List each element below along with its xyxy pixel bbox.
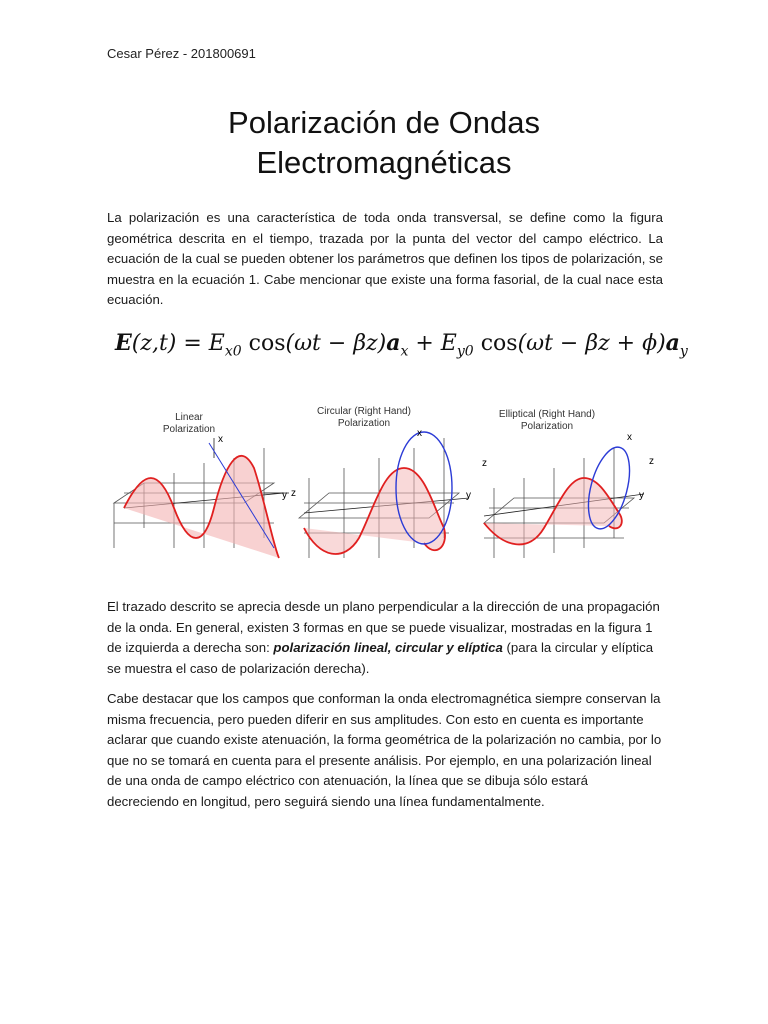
panel-1-axis-y: y bbox=[282, 490, 287, 501]
paragraph2-emphasis-1: polarización lineal, circular y bbox=[273, 640, 454, 655]
paragraph-atenuacion: Cabe destacar que los campos que conforman la onda electromagnética siempre conservan la misma frecuencia, pero pueden diferir en sus amplitudes. Con esto en cuenta es importante aclarar que cuando existe atenuación, la forma geométrica de la polarización no cambia, por lo que no se tomará en cuenta para el presente análisis. Por ejemplo, en una polarización lineal de una onda de campo eléctrico con atenuación, la línea que se dibuja sólo estará decreciendo en longitud, pero seguirá siendo una línea fundamentalmente. bbox=[107, 691, 662, 809]
panel-1-axis-x: x bbox=[218, 434, 223, 445]
paragraph2-text-after: (para la circular y elíptica se muestra el caso de polarización derecha). bbox=[107, 640, 654, 676]
panel-2-axis-z: z bbox=[482, 458, 487, 469]
document-title bbox=[0, 103, 768, 183]
panel-1-title-line1: Linear bbox=[175, 412, 203, 423]
title-line-1: Polarización de Ondas bbox=[228, 105, 540, 140]
panel-1-title-line2: Polarization bbox=[162, 424, 216, 435]
elliptical-wave bbox=[484, 478, 622, 544]
panel-2-axis-x: x bbox=[417, 428, 422, 439]
panel-2-title-line1: Circular (Right Hand) bbox=[317, 406, 411, 417]
panel-3-axis-x: x bbox=[627, 432, 632, 443]
equation-1: $E(z,t) = E_{x0}$ $\cos(\omega t - \beta z)a_x + E_{y0}$ $\cos(\omega t - \beta z + \phi)a_y$ bbox=[115, 330, 688, 360]
linear-wave bbox=[124, 456, 279, 558]
paragraph-intro: La polarización es una característica de toda onda transversal, se define como la figura geométrica descrita en el tiempo, trazada por la punta del vector del campo eléctrico. La ecuación de la cual se pueden obtener los parámetros que definen los tipos de polarización, se muestra en la ecuación 1. Cabe mencionar que existe una forma fasorial, de la cual nace esta ecuación. bbox=[107, 210, 663, 307]
title-line-2: Electromagnéticas bbox=[256, 145, 512, 180]
paragraph2-emphasis-2: elíptica bbox=[457, 640, 503, 655]
panel-2-title-line2: Polarization bbox=[337, 418, 391, 429]
panel-3-axis-z: z bbox=[649, 456, 654, 467]
polarization-figure bbox=[104, 398, 664, 583]
paragraph2-text-before: El trazado descrito se aprecia desde un plano perpendicular a la dirección de una propagación de la onda. En general, existen 3 formas en que se puede visualizar, mostradas en la figura 1 de izquierda a derecha son: bbox=[107, 599, 660, 655]
panel-1-axis-z: z bbox=[291, 488, 296, 499]
panel-2-axis-y: y bbox=[466, 490, 471, 501]
panel-3-title-line1: Elliptical (Right Hand) bbox=[498, 409, 596, 420]
panel-3-axis-y: y bbox=[639, 490, 644, 501]
paragraph-trazado bbox=[107, 597, 663, 679]
panel-3-title-line2: Polarization bbox=[520, 421, 574, 432]
author-line: Cesar Pérez - 201800691 bbox=[107, 46, 256, 61]
